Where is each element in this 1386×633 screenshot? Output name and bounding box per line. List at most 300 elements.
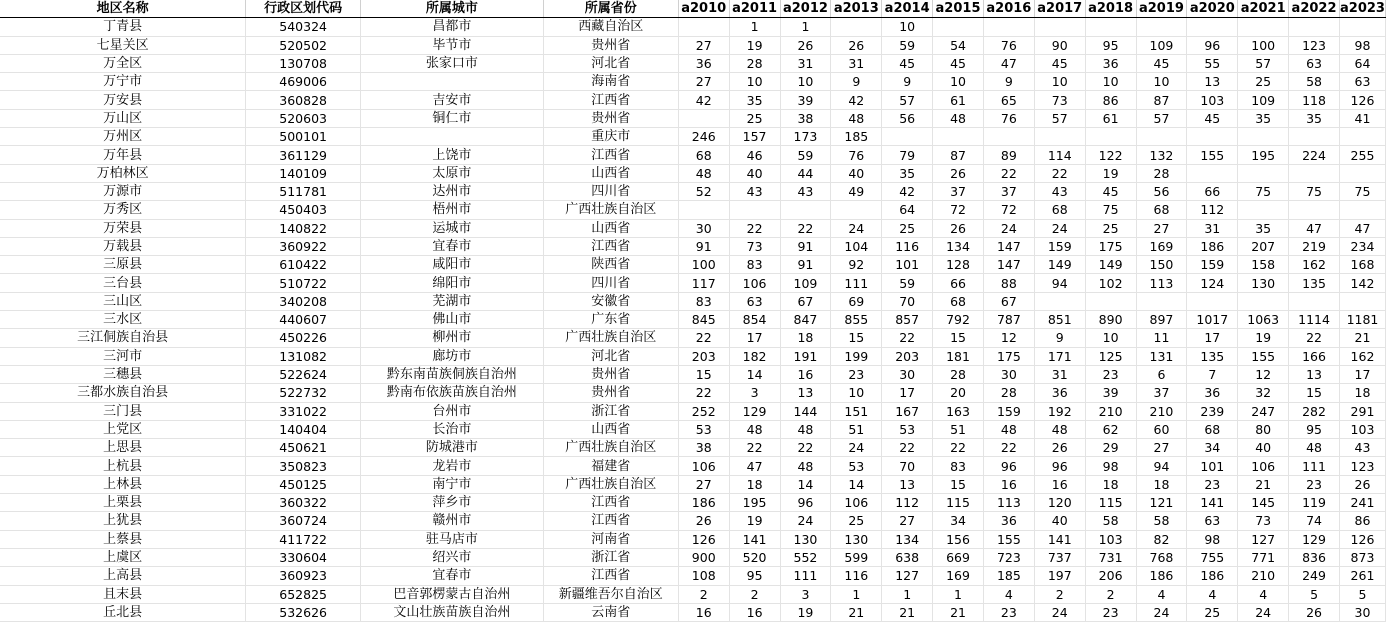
- table-cell[interactable]: 山西省: [543, 219, 678, 237]
- table-cell[interactable]: 河北省: [543, 347, 678, 365]
- table-cell[interactable]: 13: [1187, 73, 1238, 91]
- table-cell[interactable]: 195: [1238, 146, 1289, 164]
- table-cell[interactable]: 10: [780, 73, 831, 91]
- table-cell[interactable]: 669: [933, 548, 984, 566]
- table-cell[interactable]: 23: [1085, 365, 1136, 383]
- table-cell[interactable]: 361129: [246, 146, 361, 164]
- table-cell[interactable]: 100: [1238, 36, 1289, 54]
- table-cell[interactable]: 长治市: [361, 420, 544, 438]
- table-cell[interactable]: 22: [678, 329, 729, 347]
- table-cell[interactable]: 210: [1238, 567, 1289, 585]
- table-cell[interactable]: 63: [729, 292, 780, 310]
- table-cell[interactable]: 115: [1085, 494, 1136, 512]
- table-cell[interactable]: 22: [729, 219, 780, 237]
- table-cell[interactable]: 芜湖市: [361, 292, 544, 310]
- table-cell[interactable]: 123: [1289, 36, 1340, 54]
- table-cell[interactable]: [1136, 128, 1187, 146]
- table-cell[interactable]: 80: [1238, 420, 1289, 438]
- table-cell[interactable]: 10: [831, 384, 882, 402]
- table-cell[interactable]: 广西壮族自治区: [543, 201, 678, 219]
- column-header[interactable]: a2010: [678, 0, 729, 18]
- table-cell[interactable]: 19: [729, 36, 780, 54]
- table-cell[interactable]: 28: [933, 365, 984, 383]
- table-cell[interactable]: 29: [1085, 439, 1136, 457]
- table-cell[interactable]: 30: [678, 219, 729, 237]
- table-cell[interactable]: 159: [1034, 237, 1085, 255]
- table-cell[interactable]: 13: [882, 475, 933, 493]
- table-cell[interactable]: 10: [1034, 73, 1085, 91]
- table-cell[interactable]: 186: [1187, 567, 1238, 585]
- table-cell[interactable]: 755: [1187, 548, 1238, 566]
- table-cell[interactable]: 39: [1085, 384, 1136, 402]
- table-cell[interactable]: 40: [1034, 512, 1085, 530]
- table-cell[interactable]: 10: [1085, 73, 1136, 91]
- table-cell[interactable]: 万荣县: [0, 219, 246, 237]
- table-cell[interactable]: 1: [831, 585, 882, 603]
- table-cell[interactable]: 28: [1136, 164, 1187, 182]
- table-cell[interactable]: 1181: [1339, 311, 1385, 329]
- table-cell[interactable]: 42: [831, 91, 882, 109]
- table-cell[interactable]: [1034, 292, 1085, 310]
- table-cell[interactable]: 63: [1289, 54, 1340, 72]
- table-cell[interactable]: 31: [1187, 219, 1238, 237]
- table-cell[interactable]: 三山区: [0, 292, 246, 310]
- table-cell[interactable]: 21: [933, 603, 984, 621]
- table-cell[interactable]: 6: [1136, 365, 1187, 383]
- table-cell[interactable]: 广西壮族自治区: [543, 475, 678, 493]
- table-cell[interactable]: 46: [729, 146, 780, 164]
- table-cell[interactable]: 191: [780, 347, 831, 365]
- table-cell[interactable]: 792: [933, 311, 984, 329]
- table-cell[interactable]: [933, 18, 984, 36]
- table-cell[interactable]: 36: [1034, 384, 1085, 402]
- table-cell[interactable]: 171: [1034, 347, 1085, 365]
- table-cell[interactable]: 135: [1289, 274, 1340, 292]
- table-cell[interactable]: 111: [831, 274, 882, 292]
- table-cell[interactable]: 511781: [246, 182, 361, 200]
- table-cell[interactable]: 22: [780, 219, 831, 237]
- table-cell[interactable]: 106: [1238, 457, 1289, 475]
- table-cell[interactable]: 16: [1034, 475, 1085, 493]
- table-cell[interactable]: [729, 201, 780, 219]
- table-cell[interactable]: 126: [678, 530, 729, 548]
- table-cell[interactable]: 万秀区: [0, 201, 246, 219]
- table-cell[interactable]: 159: [983, 402, 1034, 420]
- table-cell[interactable]: 三原县: [0, 256, 246, 274]
- table-cell[interactable]: 31: [1034, 365, 1085, 383]
- table-cell[interactable]: 浙江省: [543, 402, 678, 420]
- table-cell[interactable]: 48: [1034, 420, 1085, 438]
- table-cell[interactable]: 155: [1238, 347, 1289, 365]
- table-cell[interactable]: 张家口市: [361, 54, 544, 72]
- table-cell[interactable]: 155: [1187, 146, 1238, 164]
- table-cell[interactable]: 129: [729, 402, 780, 420]
- table-cell[interactable]: 上蔡县: [0, 530, 246, 548]
- table-cell[interactable]: 169: [933, 567, 984, 585]
- table-cell[interactable]: 141: [1187, 494, 1238, 512]
- table-cell[interactable]: 122: [1085, 146, 1136, 164]
- table-cell[interactable]: 156: [933, 530, 984, 548]
- table-cell[interactable]: 70: [882, 457, 933, 475]
- table-cell[interactable]: 34: [1187, 439, 1238, 457]
- table-cell[interactable]: 广东省: [543, 311, 678, 329]
- table-cell[interactable]: 万年县: [0, 146, 246, 164]
- table-cell[interactable]: [1289, 292, 1340, 310]
- table-cell[interactable]: 2: [1034, 585, 1085, 603]
- table-cell[interactable]: 49: [831, 182, 882, 200]
- table-cell[interactable]: 112: [1187, 201, 1238, 219]
- table-cell[interactable]: 15: [678, 365, 729, 383]
- table-cell[interactable]: 203: [678, 347, 729, 365]
- table-cell[interactable]: 206: [1085, 567, 1136, 585]
- table-cell[interactable]: 27: [1136, 439, 1187, 457]
- table-cell[interactable]: 56: [1136, 182, 1187, 200]
- table-cell[interactable]: 65: [983, 91, 1034, 109]
- table-cell[interactable]: 141: [729, 530, 780, 548]
- table-cell[interactable]: 162: [1289, 256, 1340, 274]
- table-cell[interactable]: 282: [1289, 402, 1340, 420]
- table-cell[interactable]: [678, 109, 729, 127]
- table-cell[interactable]: 15: [831, 329, 882, 347]
- table-cell[interactable]: 55: [1187, 54, 1238, 72]
- table-cell[interactable]: 94: [1034, 274, 1085, 292]
- table-cell[interactable]: 219: [1289, 237, 1340, 255]
- table-cell[interactable]: 109: [1136, 36, 1187, 54]
- column-header[interactable]: a2015: [933, 0, 984, 18]
- table-cell[interactable]: 山西省: [543, 164, 678, 182]
- table-cell[interactable]: 39: [780, 91, 831, 109]
- table-cell[interactable]: 48: [983, 420, 1034, 438]
- table-cell[interactable]: [1085, 18, 1136, 36]
- table-cell[interactable]: 18: [780, 329, 831, 347]
- table-cell[interactable]: 4: [1238, 585, 1289, 603]
- table-cell[interactable]: 萍乡市: [361, 494, 544, 512]
- table-cell[interactable]: 23: [831, 365, 882, 383]
- table-cell[interactable]: 达州市: [361, 182, 544, 200]
- table-cell[interactable]: 27: [882, 512, 933, 530]
- table-cell[interactable]: [831, 18, 882, 36]
- table-cell[interactable]: 14: [831, 475, 882, 493]
- table-cell[interactable]: 福建省: [543, 457, 678, 475]
- table-cell[interactable]: 330604: [246, 548, 361, 566]
- table-cell[interactable]: 22: [1034, 164, 1085, 182]
- table-cell[interactable]: 610422: [246, 256, 361, 274]
- table-cell[interactable]: 103: [1187, 91, 1238, 109]
- table-cell[interactable]: 195: [729, 494, 780, 512]
- table-cell[interactable]: 520502: [246, 36, 361, 54]
- table-cell[interactable]: 186: [678, 494, 729, 512]
- table-cell[interactable]: 19: [729, 512, 780, 530]
- table-cell[interactable]: 58: [1136, 512, 1187, 530]
- table-cell[interactable]: 4: [1136, 585, 1187, 603]
- table-cell[interactable]: [1238, 128, 1289, 146]
- table-cell[interactable]: 24: [831, 439, 882, 457]
- table-cell[interactable]: 35: [729, 91, 780, 109]
- table-cell[interactable]: 68: [1034, 201, 1085, 219]
- table-cell[interactable]: 万源市: [0, 182, 246, 200]
- table-cell[interactable]: 103: [1339, 420, 1385, 438]
- table-cell[interactable]: 26: [933, 164, 984, 182]
- table-cell[interactable]: 203: [882, 347, 933, 365]
- table-cell[interactable]: [1238, 18, 1289, 36]
- table-cell[interactable]: [1289, 164, 1340, 182]
- table-cell[interactable]: 17: [729, 329, 780, 347]
- table-cell[interactable]: 36: [1085, 54, 1136, 72]
- table-cell[interactable]: 59: [882, 274, 933, 292]
- table-cell[interactable]: 宜春市: [361, 237, 544, 255]
- table-cell[interactable]: 48: [729, 420, 780, 438]
- table-cell[interactable]: 450403: [246, 201, 361, 219]
- table-cell[interactable]: 75: [1339, 182, 1385, 200]
- table-cell[interactable]: 26: [933, 219, 984, 237]
- table-cell[interactable]: 吉安市: [361, 91, 544, 109]
- table-cell[interactable]: 河北省: [543, 54, 678, 72]
- table-cell[interactable]: 83: [729, 256, 780, 274]
- table-cell[interactable]: 116: [831, 567, 882, 585]
- table-cell[interactable]: 1017: [1187, 311, 1238, 329]
- table-cell[interactable]: 106: [729, 274, 780, 292]
- table-cell[interactable]: 25: [1187, 603, 1238, 621]
- column-header[interactable]: a2022: [1289, 0, 1340, 18]
- table-cell[interactable]: 35: [882, 164, 933, 182]
- table-cell[interactable]: 90: [1034, 36, 1085, 54]
- table-cell[interactable]: 26: [1289, 603, 1340, 621]
- table-cell[interactable]: 144: [780, 402, 831, 420]
- table-cell[interactable]: 5: [1289, 585, 1340, 603]
- table-cell[interactable]: 75: [1289, 182, 1340, 200]
- table-cell[interactable]: 河南省: [543, 530, 678, 548]
- column-header[interactable]: a2011: [729, 0, 780, 18]
- table-cell[interactable]: 佛山市: [361, 311, 544, 329]
- table-cell[interactable]: 19: [780, 603, 831, 621]
- table-cell[interactable]: 20: [933, 384, 984, 402]
- table-cell[interactable]: 31: [831, 54, 882, 72]
- table-cell[interactable]: 140822: [246, 219, 361, 237]
- table-cell[interactable]: 69: [831, 292, 882, 310]
- table-cell[interactable]: 巴音郭楞蒙古自治州: [361, 585, 544, 603]
- table-cell[interactable]: 9: [983, 73, 1034, 91]
- table-cell[interactable]: 山西省: [543, 420, 678, 438]
- table-cell[interactable]: [1289, 18, 1340, 36]
- table-cell[interactable]: [831, 201, 882, 219]
- table-cell[interactable]: 847: [780, 311, 831, 329]
- table-cell[interactable]: 31: [780, 54, 831, 72]
- table-cell[interactable]: 丁青县: [0, 18, 246, 36]
- table-cell[interactable]: 22: [983, 164, 1034, 182]
- table-cell[interactable]: 36: [1187, 384, 1238, 402]
- table-cell[interactable]: 43: [1339, 439, 1385, 457]
- table-cell[interactable]: 83: [678, 292, 729, 310]
- table-cell[interactable]: [1187, 292, 1238, 310]
- table-cell[interactable]: 109: [1238, 91, 1289, 109]
- table-cell[interactable]: 532626: [246, 603, 361, 621]
- table-cell[interactable]: 四川省: [543, 182, 678, 200]
- table-cell[interactable]: 252: [678, 402, 729, 420]
- table-cell[interactable]: 113: [1136, 274, 1187, 292]
- table-cell[interactable]: 857: [882, 311, 933, 329]
- table-cell[interactable]: 140109: [246, 164, 361, 182]
- table-cell[interactable]: 三穗县: [0, 365, 246, 383]
- table-cell[interactable]: 5: [1339, 585, 1385, 603]
- table-cell[interactable]: [1238, 201, 1289, 219]
- table-cell[interactable]: 16: [983, 475, 1034, 493]
- table-cell[interactable]: 三台县: [0, 274, 246, 292]
- table-cell[interactable]: 9: [831, 73, 882, 91]
- table-cell[interactable]: 68: [678, 146, 729, 164]
- table-cell[interactable]: 151: [831, 402, 882, 420]
- table-cell[interactable]: 江西省: [543, 91, 678, 109]
- table-cell[interactable]: 157: [729, 128, 780, 146]
- table-cell[interactable]: 59: [882, 36, 933, 54]
- table-cell[interactable]: 48: [933, 109, 984, 127]
- table-cell[interactable]: 南宁市: [361, 475, 544, 493]
- table-cell[interactable]: 140404: [246, 420, 361, 438]
- table-cell[interactable]: 900: [678, 548, 729, 566]
- table-cell[interactable]: 40: [729, 164, 780, 182]
- table-cell[interactable]: 30: [1339, 603, 1385, 621]
- table-cell[interactable]: [1238, 164, 1289, 182]
- table-cell[interactable]: 52: [678, 182, 729, 200]
- table-cell[interactable]: 469006: [246, 73, 361, 91]
- table-cell[interactable]: 82: [1136, 530, 1187, 548]
- column-header[interactable]: a2018: [1085, 0, 1136, 18]
- column-header[interactable]: a2020: [1187, 0, 1238, 18]
- table-cell[interactable]: 134: [933, 237, 984, 255]
- table-cell[interactable]: 96: [983, 457, 1034, 475]
- table-cell[interactable]: 上饶市: [361, 146, 544, 164]
- table-cell[interactable]: [1339, 128, 1385, 146]
- table-cell[interactable]: 855: [831, 311, 882, 329]
- table-cell[interactable]: 30: [882, 365, 933, 383]
- table-cell[interactable]: 255: [1339, 146, 1385, 164]
- table-cell[interactable]: 27: [678, 475, 729, 493]
- table-cell[interactable]: 万全区: [0, 54, 246, 72]
- table-cell[interactable]: 72: [983, 201, 1034, 219]
- table-cell[interactable]: 黔南布依族苗族自治州: [361, 384, 544, 402]
- table-cell[interactable]: 34: [933, 512, 984, 530]
- table-cell[interactable]: 731: [1085, 548, 1136, 566]
- table-cell[interactable]: 168: [1339, 256, 1385, 274]
- table-cell[interactable]: 127: [882, 567, 933, 585]
- table-cell[interactable]: 450125: [246, 475, 361, 493]
- table-cell[interactable]: 142: [1339, 274, 1385, 292]
- table-cell[interactable]: 上高县: [0, 567, 246, 585]
- table-cell[interactable]: [361, 73, 544, 91]
- table-cell[interactable]: 24: [1136, 603, 1187, 621]
- table-cell[interactable]: 331022: [246, 402, 361, 420]
- table-cell[interactable]: 万山区: [0, 109, 246, 127]
- table-cell[interactable]: 14: [780, 475, 831, 493]
- table-cell[interactable]: 文山壮族苗族自治州: [361, 603, 544, 621]
- table-cell[interactable]: 249: [1289, 567, 1340, 585]
- table-cell[interactable]: 247: [1238, 402, 1289, 420]
- table-cell[interactable]: 柳州市: [361, 329, 544, 347]
- table-cell[interactable]: 450226: [246, 329, 361, 347]
- table-cell[interactable]: 47: [983, 54, 1034, 72]
- table-cell[interactable]: 26: [831, 36, 882, 54]
- table-cell[interactable]: 上党区: [0, 420, 246, 438]
- table-cell[interactable]: 291: [1339, 402, 1385, 420]
- table-cell[interactable]: 27: [1136, 219, 1187, 237]
- table-cell[interactable]: 37: [933, 182, 984, 200]
- table-cell[interactable]: 三门县: [0, 402, 246, 420]
- table-cell[interactable]: 121: [1136, 494, 1187, 512]
- table-cell[interactable]: 106: [831, 494, 882, 512]
- table-cell[interactable]: 贵州省: [543, 109, 678, 127]
- table-cell[interactable]: [983, 128, 1034, 146]
- table-cell[interactable]: 江西省: [543, 512, 678, 530]
- table-cell[interactable]: [1339, 164, 1385, 182]
- table-cell[interactable]: 18: [1085, 475, 1136, 493]
- table-cell[interactable]: 7: [1187, 365, 1238, 383]
- table-cell[interactable]: 12: [1238, 365, 1289, 383]
- table-cell[interactable]: 68: [1136, 201, 1187, 219]
- table-cell[interactable]: 109: [780, 274, 831, 292]
- table-cell[interactable]: 28: [983, 384, 1034, 402]
- table-cell[interactable]: 131: [1136, 347, 1187, 365]
- table-cell[interactable]: 67: [780, 292, 831, 310]
- table-cell[interactable]: 185: [831, 128, 882, 146]
- table-cell[interactable]: 118: [1289, 91, 1340, 109]
- table-cell[interactable]: 86: [1339, 512, 1385, 530]
- table-cell[interactable]: 七星关区: [0, 36, 246, 54]
- table-cell[interactable]: 28: [729, 54, 780, 72]
- table-cell[interactable]: 510722: [246, 274, 361, 292]
- table-cell[interactable]: 440607: [246, 311, 361, 329]
- table-cell[interactable]: 360724: [246, 512, 361, 530]
- table-cell[interactable]: 64: [1339, 54, 1385, 72]
- table-cell[interactable]: 103: [1085, 530, 1136, 548]
- table-cell[interactable]: 48: [678, 164, 729, 182]
- table-cell[interactable]: 520603: [246, 109, 361, 127]
- table-cell[interactable]: 浙江省: [543, 548, 678, 566]
- table-cell[interactable]: 9: [1034, 329, 1085, 347]
- table-cell[interactable]: 咸阳市: [361, 256, 544, 274]
- table-cell[interactable]: 43: [780, 182, 831, 200]
- table-cell[interactable]: 851: [1034, 311, 1085, 329]
- table-cell[interactable]: 47: [729, 457, 780, 475]
- table-cell[interactable]: 3: [729, 384, 780, 402]
- table-cell[interactable]: 37: [1136, 384, 1187, 402]
- table-cell[interactable]: 145: [1238, 494, 1289, 512]
- table-cell[interactable]: 114: [1034, 146, 1085, 164]
- table-cell[interactable]: 上杭县: [0, 457, 246, 475]
- table-cell[interactable]: 13: [1289, 365, 1340, 383]
- table-cell[interactable]: 70: [882, 292, 933, 310]
- table-cell[interactable]: 106: [678, 457, 729, 475]
- table-cell[interactable]: 万州区: [0, 128, 246, 146]
- table-cell[interactable]: 207: [1238, 237, 1289, 255]
- table-cell[interactable]: 340208: [246, 292, 361, 310]
- table-cell[interactable]: 三江侗族自治县: [0, 329, 246, 347]
- table-cell[interactable]: 522732: [246, 384, 361, 402]
- table-cell[interactable]: 125: [1085, 347, 1136, 365]
- table-cell[interactable]: 10: [1136, 73, 1187, 91]
- table-cell[interactable]: 10: [933, 73, 984, 91]
- table-cell[interactable]: 102: [1085, 274, 1136, 292]
- table-cell[interactable]: 江西省: [543, 237, 678, 255]
- table-cell[interactable]: 112: [882, 494, 933, 512]
- table-cell[interactable]: 云南省: [543, 603, 678, 621]
- table-cell[interactable]: 158: [1238, 256, 1289, 274]
- table-cell[interactable]: 101: [1187, 457, 1238, 475]
- table-cell[interactable]: 1114: [1289, 311, 1340, 329]
- table-cell[interactable]: 4: [1187, 585, 1238, 603]
- table-cell[interactable]: 76: [831, 146, 882, 164]
- table-cell[interactable]: 68: [933, 292, 984, 310]
- table-cell[interactable]: 175: [1085, 237, 1136, 255]
- table-cell[interactable]: 45: [1136, 54, 1187, 72]
